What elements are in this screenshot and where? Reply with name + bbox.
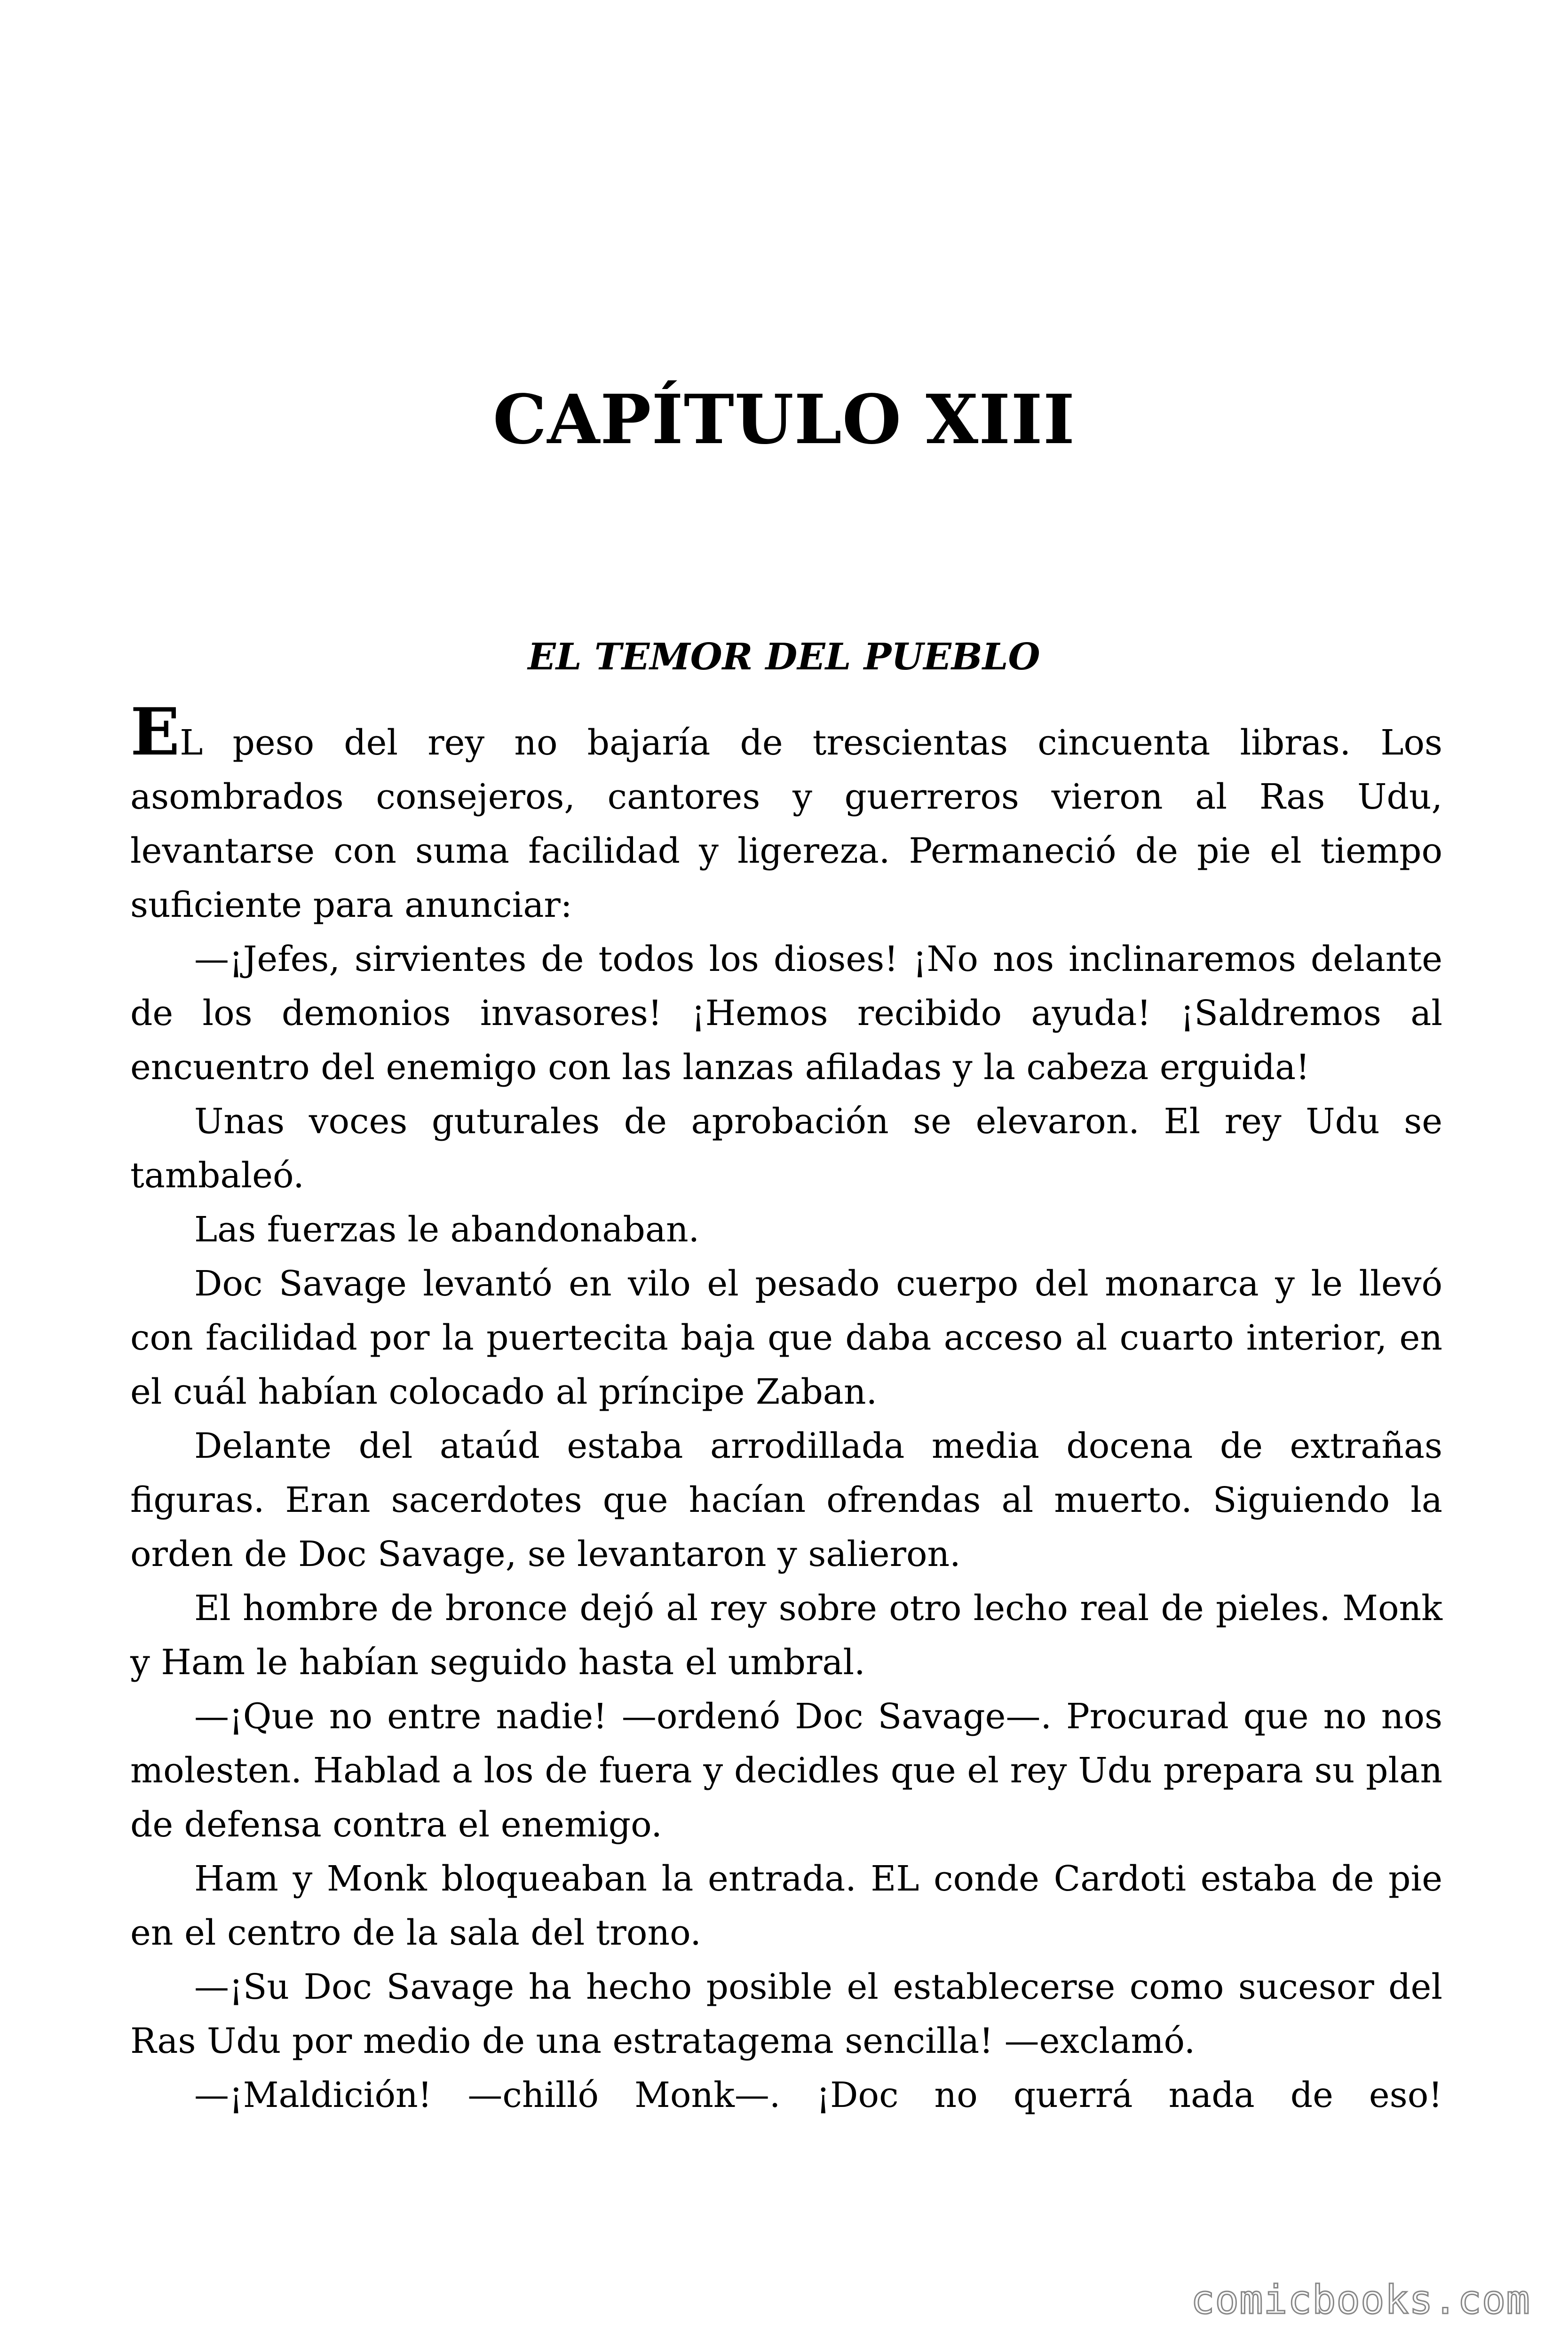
- paragraph: —¡Maldición! —chilló Monk—. ¡Doc no querrá nada de eso!: [194, 2075, 1442, 2115]
- drop-cap: E: [130, 693, 180, 770]
- paragraph: —¡Jefes, sirvientes de todos los dioses! ¡No nos inclinaremos delante de los demonios invasores! ¡Hemos recibido ayuda! ¡Saldremos al encuentro del enemigo con las lanzas afiladas y la cabeza erguida!: [130, 939, 1442, 1088]
- paragraph: Delante del ataúd estaba arrodillada media docena de extrañas figuras. Eran sacerdotes que hacían ofrendas al muerto. Siguiendo la orden de Doc Savage, se levantaron y salieron.: [130, 1426, 1442, 1574]
- chapter-subtitle: EL TEMOR DEL PUEBLO: [528, 636, 1040, 678]
- paragraph: —¡Que no entre nadie! —ordenó Doc Savage—. Procurad que no nos molesten. Hablad a los de fuera y decidles que el rey Udu prepara su plan de defensa contra el enemigo.: [130, 1696, 1442, 1845]
- paragraph: Ham y Monk bloqueaban la entrada. EL conde Cardoti estaba de pie en el centro de la sala del trono.: [130, 1859, 1442, 1953]
- chapter-title: CAPÍTULO XIII: [492, 380, 1076, 459]
- watermark: comicbooks.com: [1190, 2277, 1530, 2323]
- opening-word-rest: L: [180, 723, 203, 763]
- opening-paragraph: [130, 693, 1442, 932]
- paragraph: Las fuerzas le abandonaban.: [194, 1209, 700, 1250]
- paragraph: Unas voces guturales de aprobación se elevaron. El rey Udu se tambaleó.: [130, 1101, 1442, 1196]
- paragraph: El hombre de bronce dejó al rey sobre otro lecho real de pieles. Monk y Ham le habían seguido hasta el umbral.: [130, 1588, 1442, 1683]
- paragraph: —¡Su Doc Savage ha hecho posible el establecerse como sucesor del Ras Udu por medio de una estratagema sencilla! —exclamó.: [130, 1967, 1442, 2061]
- chapter-body: [130, 693, 1442, 2122]
- opening-paragraph-text: peso del rey no bajaría de trescientas cincuenta libras. Los asombrados consejeros, cantores y guerreros vieron al Ras Udu, levantarse con suma facilidad y ligereza. Permaneció de pie el tiempo suficiente para anunciar:: [130, 723, 1442, 925]
- paragraph: Doc Savage levantó en vilo el pesado cuerpo del monarca y le llevó con facilidad por la puertecita baja que daba acceso al cuarto interior, en el cuál habían colocado al príncipe Zaban.: [130, 1263, 1442, 1412]
